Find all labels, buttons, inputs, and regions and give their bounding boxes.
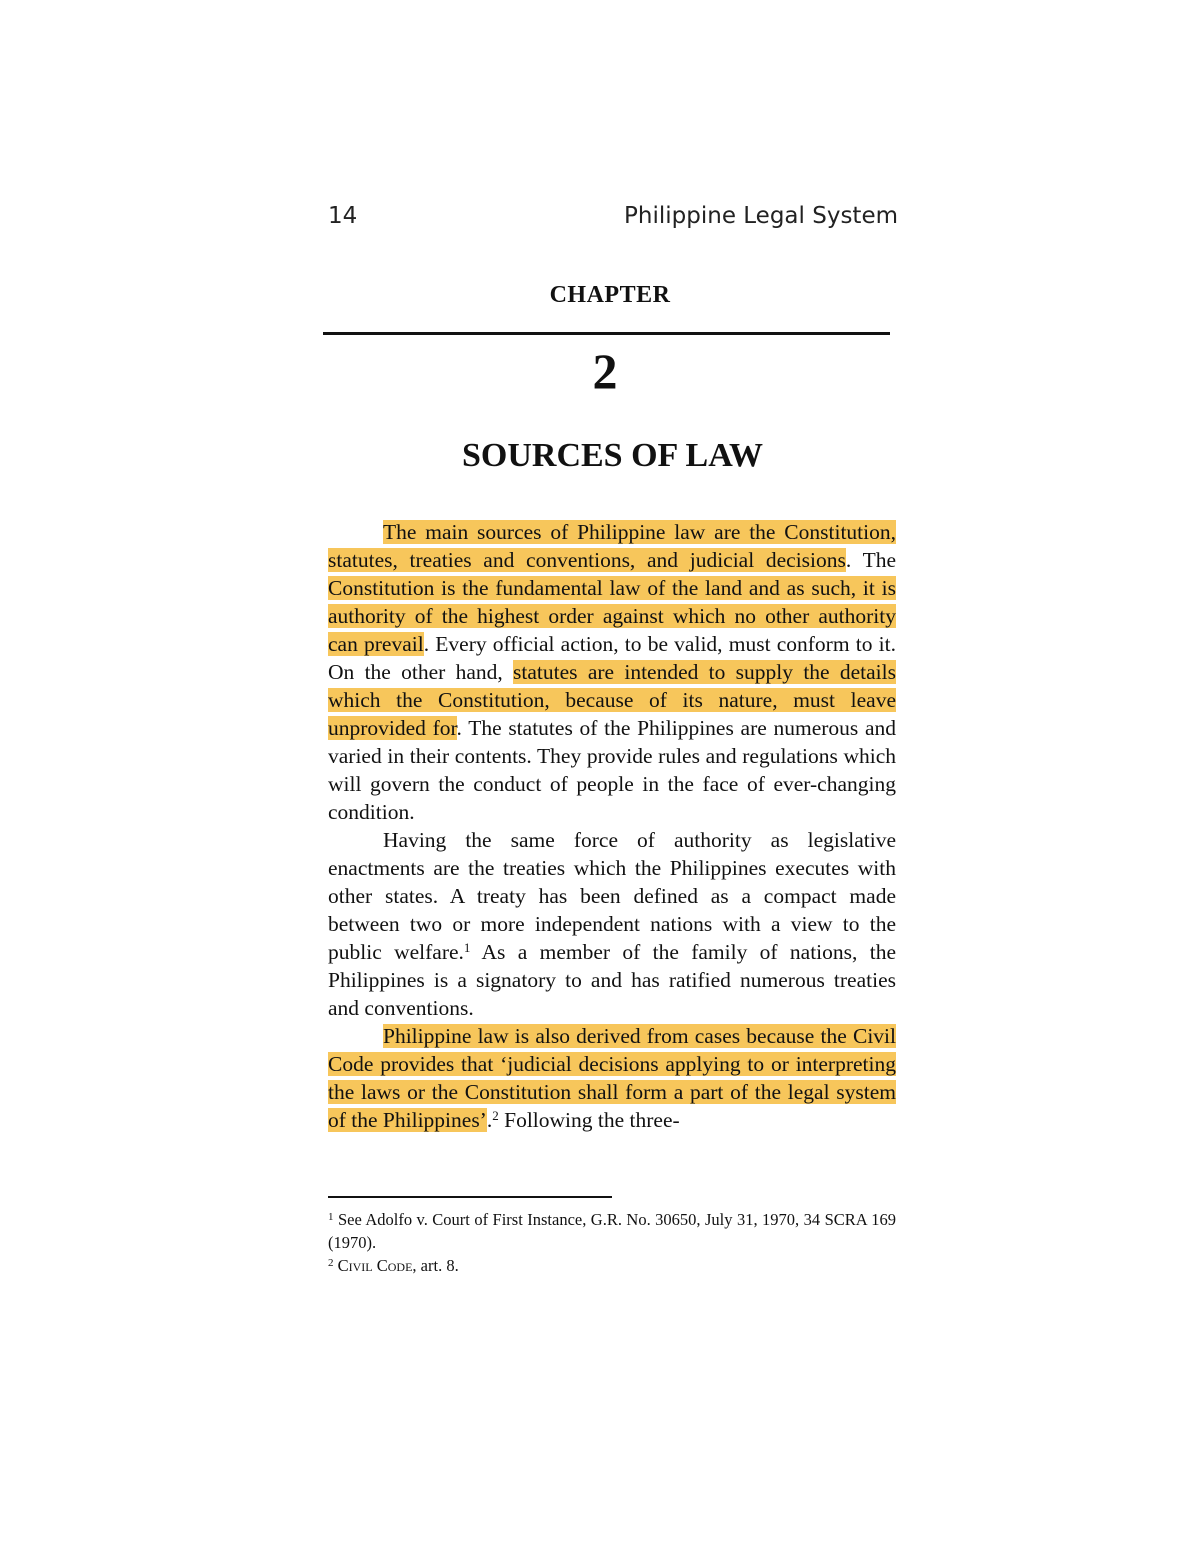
footnote-1 xyxy=(328,1208,896,1254)
footnote-2 xyxy=(328,1254,896,1277)
chapter-number: 2 xyxy=(592,343,618,399)
footnotes xyxy=(328,1208,896,1277)
footnote-reference[interactable]: 2 xyxy=(492,1108,499,1123)
footnote-mark: 1 xyxy=(328,1211,334,1223)
text-run: . The xyxy=(845,548,897,572)
chapter-divider xyxy=(323,332,890,335)
paragraph-treaties xyxy=(328,826,896,1022)
highlight: Constitution is the fundamental law of the land and as such, it is authority of the highest order against which no other authority can prevail xyxy=(328,576,896,656)
chapter-title: SOURCES OF LAW xyxy=(461,437,764,474)
footnote-text: See Adolfo v. Court of First Instance, G.R. No. 30650, July 31, 1970, 34 SCRA 169 (1970). xyxy=(328,1210,896,1252)
highlight: Philippine law is also derived from cases because the Civil Code provides that ‘judicial decisions applying to or interpreting the laws or the Constitution shall form a part of the legal system of the Philippines’ xyxy=(328,1024,896,1132)
text-run: As a member of the family of nations, the Philippines is a signatory to and has ratified numerous treaties and conventions. xyxy=(328,940,896,1020)
text-run: Having the same force of authority as legislative enactments are the treaties which the Philippines executes with other states. A treaty has been defined as a compact made between two or more independent nations with a view to the public welfare. xyxy=(328,828,896,964)
chapter-label: CHAPTER xyxy=(549,282,671,308)
footnote-code-name: Civil Code xyxy=(337,1256,413,1275)
text-run: . xyxy=(486,1108,493,1132)
footnote-text: , art. 8. xyxy=(412,1256,459,1275)
text-run: . The statutes of the Philippines are numerous and varied in their contents. They provide rules and regulations which will govern the conduct of people in the face of ever-changing condition. xyxy=(328,716,897,824)
highlight: The main sources of Philippine law are the Constitution, statutes, treaties and conventions, and judicial decisions xyxy=(328,520,896,572)
footnote-mark: 2 xyxy=(328,1257,334,1269)
running-header xyxy=(328,203,898,239)
text-run: Following the three- xyxy=(498,1108,680,1132)
paragraph-sources xyxy=(328,518,896,826)
paragraph-judicial-decisions xyxy=(328,1022,896,1134)
footnote-divider xyxy=(328,1196,612,1198)
page-number: 14 xyxy=(328,203,358,229)
body-text xyxy=(328,518,896,1134)
book-title: Philippine Legal System xyxy=(624,203,898,229)
footnote-reference[interactable]: 1 xyxy=(463,940,471,955)
text-run: . Every official action, to be valid, must conform to it. On the other hand, xyxy=(328,632,896,684)
highlight: statutes are intended to supply the details which the Constitution, because of its nature, must leave unprovided for xyxy=(328,660,896,740)
